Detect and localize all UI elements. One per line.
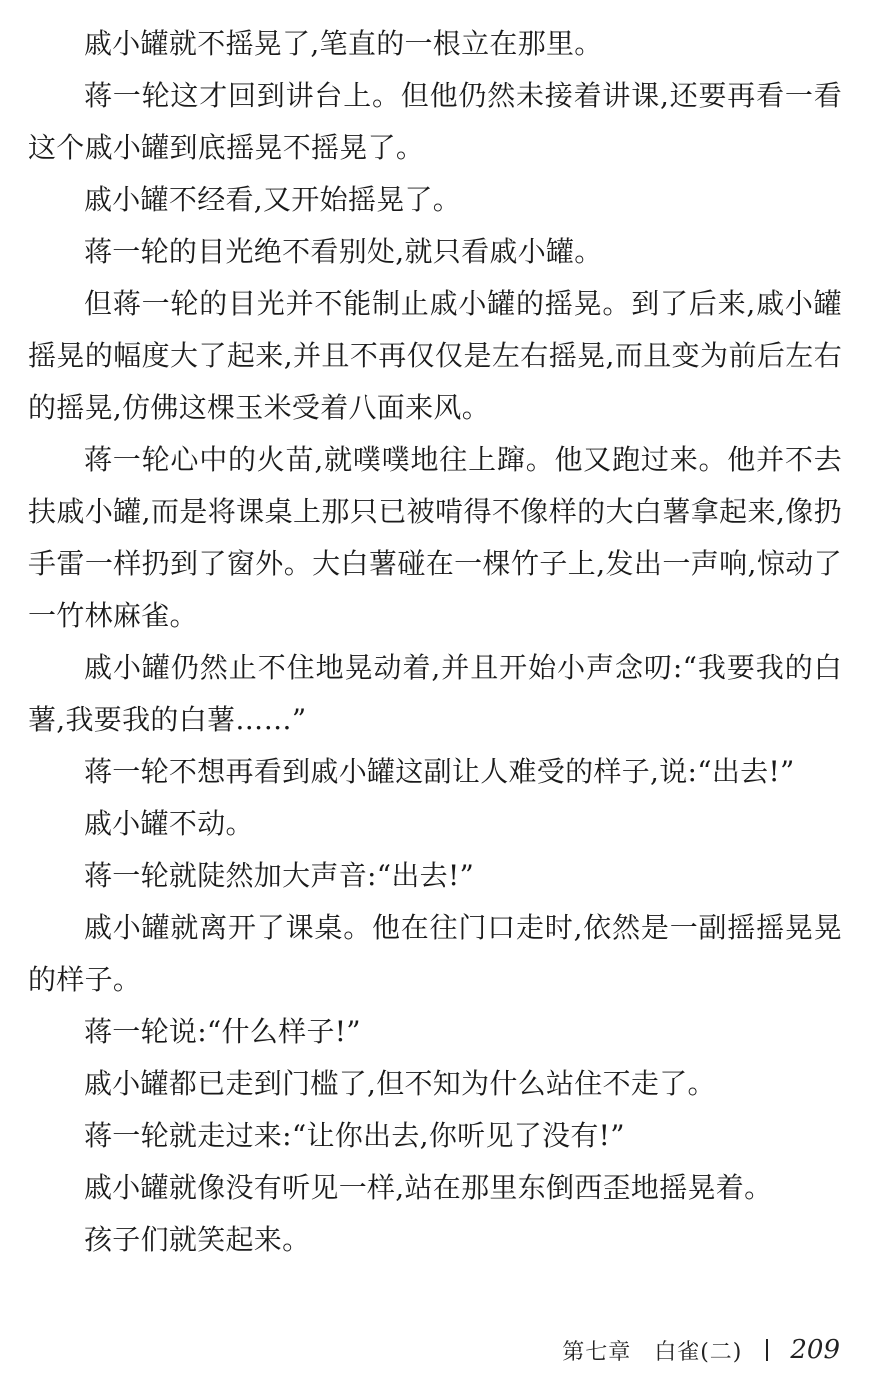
paragraph: 蒋一轮说:“什么样子!”	[84, 1015, 361, 1048]
paragraph: 戚小罐不动。	[84, 807, 254, 840]
paragraph: 蒋一轮就陡然加大声音:“出去!”	[84, 859, 475, 892]
paragraph: 蒋一轮这才回到讲台上。但他仍然未接着讲课,还要再看一看这个戚小罐到底摇晃不摇晃了。	[28, 79, 842, 164]
paragraph: 戚小罐就像没有听见一样,站在那里东倒西歪地摇晃着。	[84, 1171, 773, 1204]
paragraph: 但蒋一轮的目光并不能制止戚小罐的摇晃。到了后来,戚小罐摇晃的幅度大了起来,并且不再仅仅是左右摇晃,而且变为前后左右的摇晃,仿佛这棵玉米受着八面来风。	[28, 287, 842, 424]
footer-divider	[766, 1339, 768, 1361]
paragraph: 戚小罐就离开了课桌。他在往门口走时,依然是一副摇摇晃晃的样子。	[28, 911, 842, 996]
paragraph: 孩子们就笑起来。	[84, 1223, 311, 1256]
paragraph: 戚小罐都已走到门槛了,但不知为什么站住不走了。	[84, 1067, 716, 1100]
chapter-title: 第七章 白雀(二)	[562, 1339, 743, 1365]
paragraph: 蒋一轮心中的火苗,就噗噗地往上蹿。他又跑过来。他并不去扶戚小罐,而是将课桌上那只已被啃得不像样的大白薯拿起来,像扔手雷一样扔到了窗外。大白薯碰在一棵竹子上,发出一声响,惊动了一竹林麻雀。	[28, 443, 842, 632]
page-body	[28, 18, 842, 1266]
page-number: 209	[790, 1335, 840, 1365]
paragraph: 蒋一轮不想再看到戚小罐这副让人难受的样子,说:“出去!”	[84, 755, 795, 788]
paragraph: 戚小罐就不摇晃了,笔直的一根立在那里。	[84, 27, 603, 60]
paragraph: 蒋一轮就走过来:“让你出去,你听见了没有!”	[84, 1119, 625, 1152]
page-footer	[562, 1330, 840, 1370]
paragraph: 戚小罐不经看,又开始摇晃了。	[84, 183, 462, 216]
paragraph: 蒋一轮的目光绝不看别处,就只看戚小罐。	[84, 235, 603, 268]
paragraph: 戚小罐仍然止不住地晃动着,并且开始小声念叨:“我要我的白薯,我要我的白薯……”	[28, 651, 842, 736]
